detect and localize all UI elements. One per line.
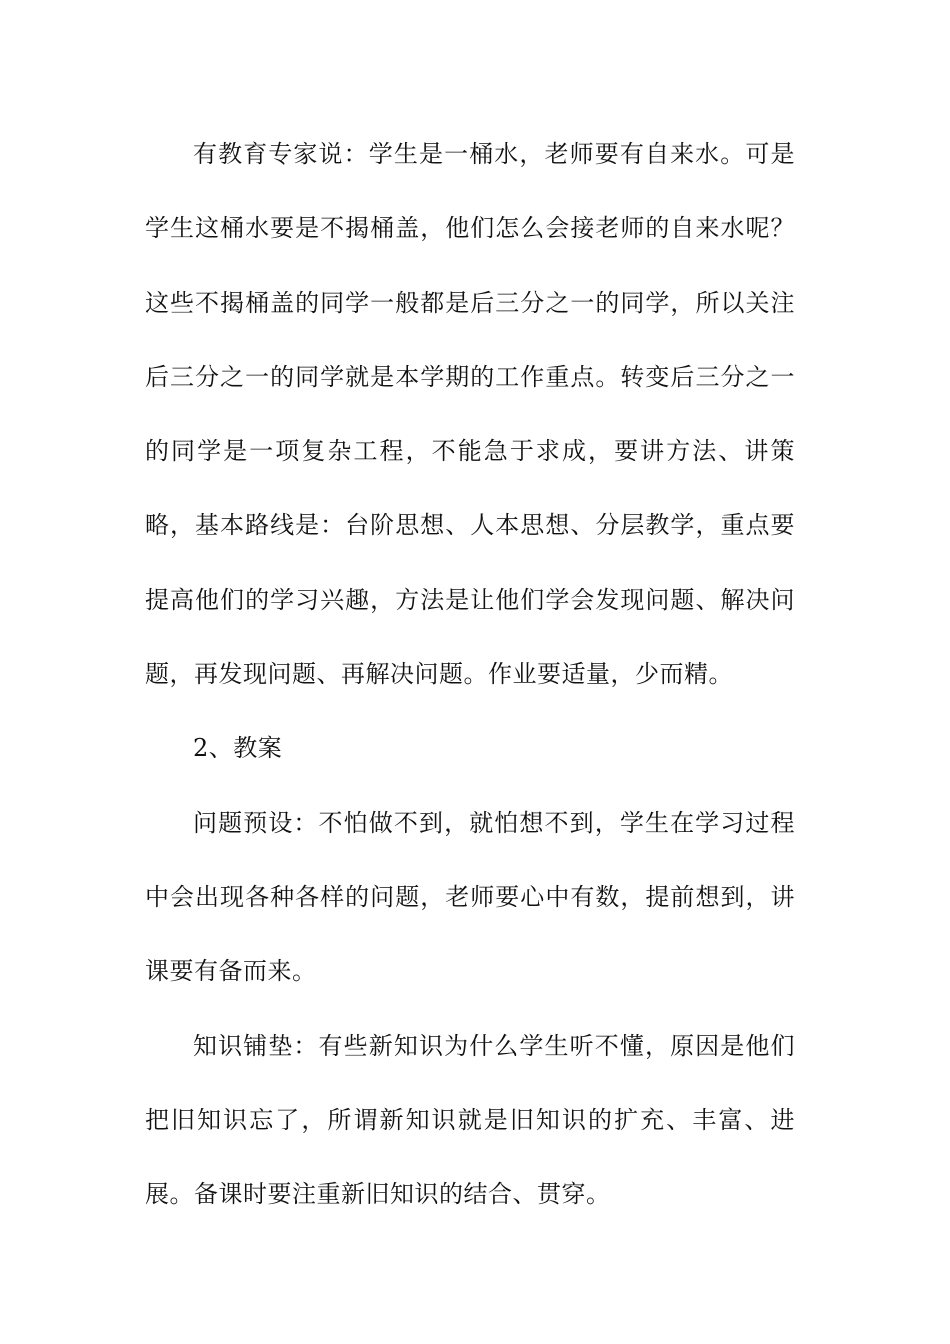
paragraph-expert-quote: 有教育专家说：学生是一桶水，老师要有自来水。可是学生这桶水要是不揭桶盖，他们怎么会接老师的自来水呢？这些不揭桶盖的同学一般都是后三分之一的同学，所以关注后三分之一的同学就是本学期的工作重点。转变后三分之一的同学是一项复杂工程，不能急于求成，要讲方法、讲策略，基本路线是：台阶思想、人本思想、分层教学，重点要提高他们的学习兴趣，方法是让他们学会发现问题、解决问题，再发现问题、再解决问题。作业要适量，少而精。 (145, 140, 795, 689)
document-body (145, 117, 795, 1231)
paragraph-problem-presetting: 问题预设：不怕做不到，就怕想不到，学生在学习过程中会出现各种各样的问题，老师要心中有数，提前想到，讲课要有备而来。 (145, 808, 795, 986)
paragraph-knowledge-foundation: 知识铺垫：有些新知识为什么学生听不懂，原因是他们把旧知识忘了，所谓新知识就是旧知识的扩充、丰富、进展。备课时要注重新旧知识的结合、贯穿。 (145, 1031, 795, 1209)
section-heading-lesson-plan: 2、教案 (193, 734, 283, 763)
